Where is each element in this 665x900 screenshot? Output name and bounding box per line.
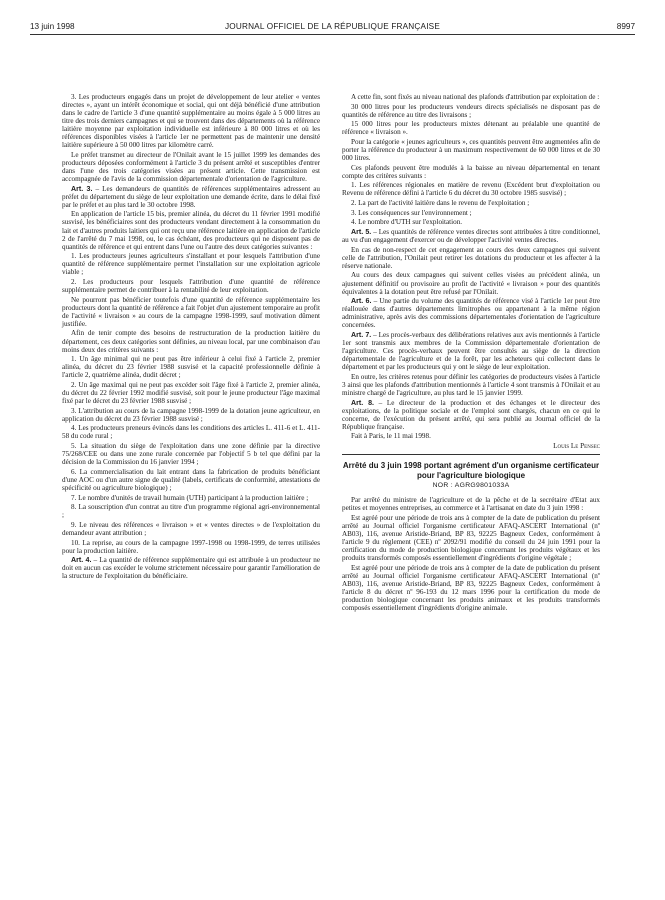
paragraph: 4. Le nombre d'UTH sur l'exploitation. bbox=[351, 218, 463, 227]
section-divider bbox=[342, 454, 600, 455]
left-column bbox=[62, 93, 320, 582]
article-text: – Une partie du volume des quantités de référence visé à l'article 1er peut être réallouée dans d'autres départements limitrophes ou appartenant à la même région administrative, après avis des commissions départementales d'orientation de l'agriculture concernées. bbox=[342, 297, 601, 330]
paragraph: Ces plafonds peuvent être modulés à la baisse au niveau départemental en tenant compte des critères suivants : bbox=[342, 163, 600, 180]
article-paragraph bbox=[342, 228, 600, 244]
article-number: Art. 3. bbox=[71, 184, 93, 193]
paragraph: Le préfet transmet au directeur de l'Onilait avant le 15 juillet 1999 les demandes des producteurs déposées conformément à l'article 3 du présent arrêté et susceptibles d'entrer dans l'une des trois catégories visées au présent article. Cette transmission est accompagnée de l'avis de la commission départementale d'orientation de l'agriculture. bbox=[62, 150, 320, 184]
decree-title: Arrêté du 3 juin 1998 portant agrément d'un organisme certificateur pour l'agriculture biologique bbox=[342, 461, 600, 480]
right-column bbox=[342, 93, 600, 614]
page-number: 8997 bbox=[616, 22, 635, 31]
article-number: Art. 5. bbox=[351, 228, 372, 237]
paragraph: 2. Les producteurs pour lesquels l'attribution d'une quantité de référence supplémentaire permet de contribuer à la rentabilité de leur exploitation. bbox=[62, 278, 320, 295]
paragraph: 30 000 litres pour les producteurs vendeurs directs spécialisés ne disposant pas de quantités de référence au titre des livraisons ; bbox=[342, 102, 600, 119]
paragraph: 2. Un âge maximal qui ne peut pas excéder soit l'âge fixé à l'article 2, premier alinéa, du décret du 22 février 1992 modifié susvisé, soit pour le jeune producteur l'âge maximal fixé par le décret du 23 février 1988 susvisé ; bbox=[62, 380, 320, 406]
article-text: – Les demandeurs de quantités de références supplémentaires adressent au préfet du département du siège de leur exploitation une demande écrite, dans le délai fixé par le préfet et au plus tard le 30 octobre 1998. bbox=[62, 184, 321, 209]
paragraph: Fait à Paris, le 11 mai 1998. bbox=[351, 432, 431, 441]
paragraph: 3. Les producteurs engagés dans un projet de développement de leur atelier « ventes directes », ayant un intérêt économique et social, qui ont déjà bénéficié d'une attribution dans le cadre de l'article 3 d'une quantité supplémentaire au moins égale à 5 000 litres au titre des trois derniers campagnes et qui se trouvent dans des départements où la référence laitière moyenne par exploitation individuelle est inférieure à 80 000 litres et où les références disponibles visées à l'article 1er ne permettent pas de maintenir une densité laitière supérieure à 50 000 litres par kilomètre carré. bbox=[62, 93, 320, 150]
issue-date: 13 juin 1998 bbox=[30, 22, 75, 31]
paragraph: 4. Les producteurs preneurs évincés dans les conditions des articles L. 411-6 et L. 411-58 du code rural ; bbox=[62, 424, 320, 441]
paragraph: 3. L'attribution au cours de la campagne 1998-1999 de la dotation jeune agriculteur, en application du décret du 23 février 1988 susvisé ; bbox=[62, 406, 320, 423]
paragraph: 7. Le nombre d'unités de travail humain (UTH) participant à la production laitière ; bbox=[71, 493, 309, 502]
paragraph: En outre, les critères retenus pour définir les catégories de producteurs visées à l'article 3 ainsi que les plafonds d'attribution mentionnés à l'article 4 sont transmis à l'Onilait et au ministre chargé de l'agriculture, au plus tard le 15 janvier 1999. bbox=[342, 372, 600, 397]
article-number: Art. 8. bbox=[351, 398, 374, 407]
page-header bbox=[30, 22, 635, 35]
paragraph: 8. La souscription d'un contrat au titre d'un programme régional agri-environnemental ; bbox=[62, 503, 320, 520]
paragraph: 9. Le niveau des références « livraison » et « ventes directes » de l'exploitation du demandeur avant attribution ; bbox=[62, 520, 320, 537]
paragraph: En cas de non-respect de cet engagement au cours des deux campagnes qui suivent celle de l'attribution, l'Onilait peut retirer les dotations du producteur et les affecter à la réserve nationale. bbox=[342, 245, 600, 270]
paragraph: A cette fin, sont fixés au niveau national des plafonds d'attribution par exploitation de : bbox=[351, 93, 600, 101]
article-text: – Le directeur de la production et des échanges et le directeur des exploitations, de la politique sociale et de l'emploi sont chargés, chacun en ce qui le concerne, de l'exécution du présent arrêté, qui sera publié au Journal officiel de la République française. bbox=[342, 398, 600, 431]
article-paragraph bbox=[342, 331, 600, 371]
paragraph: 1. Un âge minimal qui ne peut pas être inférieur à celui fixé à l'article 2, premier alinéa, du décret du 23 février 1988 susvisé et la capacité professionnelle définie à l'article 2, quatrième alinéa, dudit décret ; bbox=[62, 355, 320, 380]
paragraph: Pour la catégorie « jeunes agriculteurs », ces quantités peuvent être augmentées afin de porter la référence du producteur à un maximum respectivement de 60 000 litres et de 30 000 litres. bbox=[342, 138, 600, 163]
paragraph: 1. Les producteurs jeunes agriculteurs s'installant et pour lesquels l'attribution d'une quantité de référence supplémentaire permet l'installation sur une exploitation agricole viable ; bbox=[62, 252, 320, 277]
article-text: – Les quantités de référence ventes directes sont attribuées à titre conditionnel, au vu d'un engagement d'exercer ou de développer l'activité ventes directes. bbox=[342, 228, 600, 245]
paragraph: Est agréé pour une période de trois ans à compter de la date de publication du présent arrêté au Journal officiel l'organisme certificateur AFAQ-ASCERT International (nº AB03), 116, avenue Aristide-Briand, BP 83, 92225 Bagneux Cedex, conformément à l'article 8 du décret nº 96-193 du 12 mars 1996 pour la certification du mode de production biologique concernant les produits animaux et les produits transformés composés essentiellement d'ingrédients d'origine animale. bbox=[342, 563, 600, 612]
article-paragraph bbox=[342, 399, 600, 431]
paragraph: 15 000 litres pour les producteurs mixtes détenant au préalable une quantité de référence « livraison ». bbox=[342, 120, 600, 137]
paragraph: 2. La part de l'activité laitière dans le revenu de l'exploitation ; bbox=[351, 199, 530, 208]
paragraph: 6. La commercialisation du lait entrant dans la fabrication de produits bénéficiant d'une AOC ou d'un autre signe de qualité (labels, certificats de conformité, attestations de spécificité ou agriculture biologique) ; bbox=[62, 467, 320, 492]
paragraph: Est agréé pour une période de trois ans à compter de la date de publication du présent arrêté au Journal officiel l'organisme certificateur AFAQ-ASCERT International (nº AB03), 116, avenue Aristide-Briand, BP 83, 92225 Bagneux Cedex, conformément à l'article 9 du règlement (CEE) nº 2092/91 modifié du conseil du 24 juin 1991 pour la certification du mode de production biologique concernant les produits végétaux et les produits transformés composés essentiellement d'ingrédients d'origine végétale ; bbox=[342, 513, 600, 562]
paragraph: En application de l'article 15 bis, premier alinéa, du décret du 11 février 1991 modifié susvisé, les bénéficiaires sont des producteurs vendant directement à la consommation du lait et d'autres produits laitiers qui ont reçu une référence laitière en application de l'article 2 de l'arrêté du 7 mai 1998, ou, le cas échéant, des producteurs qui ne disposent pas de quantités de référence et qui entrent dans l'une ou l'autre des deux catégories suivantes : bbox=[62, 210, 320, 251]
article-number: Art. 4. bbox=[71, 556, 92, 565]
article-paragraph bbox=[62, 185, 320, 209]
journal-title: JOURNAL OFFICIEL DE LA RÉPUBLIQUE FRANÇAISE bbox=[224, 22, 440, 31]
signature: Louis Le Pensec bbox=[553, 441, 600, 450]
paragraph: Par arrêté du ministre de l'agriculture et de la pêche et de la secrétaire d'Etat aux petites et moyennes entreprises, au commerce et à l'artisanat en date du 3 juin 1998 : bbox=[342, 496, 600, 513]
article-text: – Les procès-verbaux des délibérations relatives aux avis mentionnés à l'article 1er sont transmis aux membres de la Commission départementale d'orientation de l'agriculture. Ces procès-verbaux peuvent être consultés au siège de la direction départementale de l'agriculture et de la forêt, par les acheteurs qui collectent dans le département et par les producteurs qui y ont le siège de leur exploitation. bbox=[342, 330, 600, 372]
paragraph: 10. La reprise, au cours de la campagne 1997-1998 ou 1998-1999, de terres utilisées pour la production laitière. bbox=[62, 538, 320, 555]
paragraph: Au cours des deux campagnes qui suivent celles visées au précédent alinéa, un ajustement définitif ou provisoire au profit de l'activité « livraison » pour des quantités équivalentes à la dotation peut être refusé par l'Onilait. bbox=[342, 271, 600, 296]
paragraph: Ne pourront pas bénéficier toutefois d'une quantité de référence supplémentaire les producteurs dont la quantité de référence a fait l'objet d'un ajustement temporaire au profit de l'activité « livraison » au cours de la campagne 1998-1999, sauf motivation dûment justifiée. bbox=[62, 295, 320, 328]
article-number: Art. 7. bbox=[351, 330, 372, 339]
article-paragraph bbox=[342, 297, 600, 329]
nor-reference: NOR : AGRG9801033A bbox=[432, 482, 510, 490]
article-text: – La quantité de référence supplémentaire qui est attribuée à un producteur ne doit en aucun cas excéder le volume strictement nécessaire pour garantir l'amélioration de la structure de l'exploitation du bénéficiaire. bbox=[62, 556, 320, 581]
paragraph: 3. Les conséquences sur l'environnement ; bbox=[351, 208, 472, 217]
paragraph: Afin de tenir compte des besoins de restructuration de la production laitière du département, ces deux catégories sont définies, au niveau local, par une combinaison d'au moins deux des critères suivants : bbox=[62, 329, 320, 354]
article-paragraph bbox=[62, 556, 320, 580]
paragraph: 1. Les références régionales en matière de revenu (Excédent brut d'exploitation ou Revenu de référence défini à l'article 6 du décret du 30 octobre 1985 susvisé) ; bbox=[342, 181, 600, 198]
article-number: Art. 6. bbox=[351, 297, 372, 306]
paragraph: 5. La situation du siège de l'exploitation dans une zone définie par la directive 75/268/CEE ou dans une zone rurale concernée par l'objectif 5 b tel que défini par la décision de la Commission du 16 janvier 1994 ; bbox=[62, 442, 320, 467]
